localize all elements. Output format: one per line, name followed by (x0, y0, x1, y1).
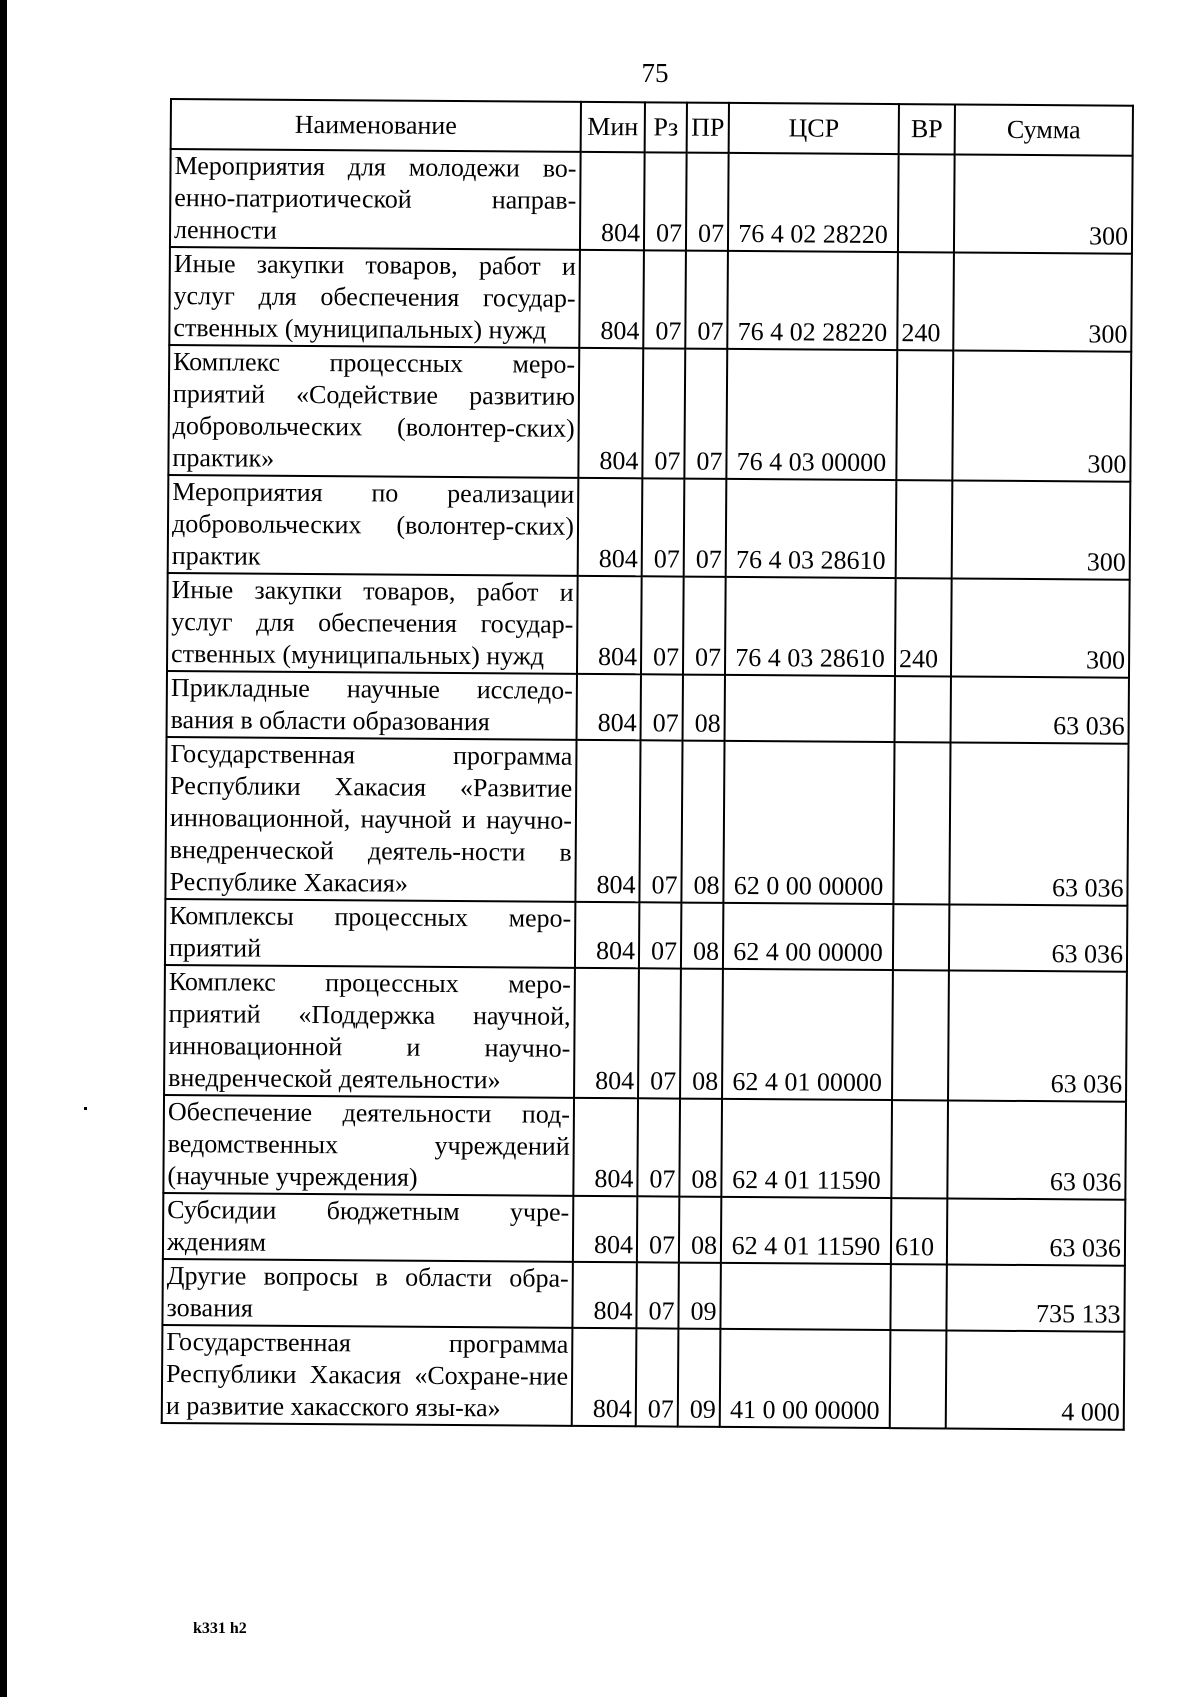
cell-pr: 08 (681, 741, 724, 903)
table-row (163, 1193, 1125, 1266)
cell-sum: 4 000 (946, 1330, 1125, 1429)
cell-vr (896, 350, 953, 480)
cell-name: Иные закупки товаров, работ и услуг для обеспечения государ-ственных (муниципальных) нужд (167, 573, 578, 674)
table-row (170, 149, 1133, 254)
cell-csr: 76 4 02 28220 (728, 153, 899, 252)
cell-sum: 300 (952, 350, 1131, 481)
cell-csr: 62 4 00 00000 (723, 903, 893, 970)
cell-csr (720, 1263, 890, 1330)
cell-name: Государственная программа Республики Хакасия «Развитие инновационной, научной и научно-внедренческой деятель-ности в Республике Хакасия» (165, 737, 576, 902)
table-row (168, 345, 1131, 482)
cell-name: Комплексы процессных меро-приятий (165, 899, 575, 968)
cell-sum: 63 036 (949, 904, 1127, 971)
cell-rz: 07 (639, 902, 681, 968)
cell-rz: 07 (637, 1196, 679, 1262)
cell-name: Комплекс процессных меро-приятий «Поддержка научной, инновационной и научно-внедренческой деятельности» (164, 965, 575, 1098)
cell-pr: 08 (683, 675, 725, 741)
cell-min: 804 (578, 348, 643, 478)
footer-code: k331 h2 (193, 1620, 247, 1637)
cell-sum: 735 133 (946, 1264, 1124, 1331)
cell-sum: 63 036 (949, 742, 1128, 905)
cell-pr: 07 (684, 479, 727, 577)
header-sum: Сумма (955, 104, 1133, 155)
cell-min: 804 (572, 1328, 637, 1426)
table-row (165, 737, 1128, 906)
header-pr: ПР (687, 103, 729, 153)
cell-sum: 63 036 (948, 970, 1127, 1101)
cell-pr: 09 (678, 1329, 721, 1427)
cell-csr: 76 4 02 28220 (727, 251, 898, 350)
header-csr: ЦСР (729, 103, 899, 154)
cell-pr: 08 (679, 1099, 722, 1197)
cell-rz: 07 (643, 250, 686, 348)
cell-csr: 41 0 00 00000 (720, 1329, 891, 1428)
cell-csr: 76 4 03 28610 (725, 577, 896, 676)
cell-sum: 300 (953, 252, 1132, 351)
cell-vr (896, 480, 953, 578)
cell-rz: 07 (642, 348, 685, 478)
cell-vr: 240 (897, 252, 954, 350)
cell-pr: 08 (680, 969, 723, 1099)
cell-vr: 610 (891, 1198, 947, 1264)
cell-sum: 300 (951, 578, 1130, 677)
header-row (171, 99, 1133, 156)
cell-name: Комплекс процессных меро-приятий «Содействие развитию добровольческих (волонтер-ских) практик» (168, 345, 579, 478)
cell-csr: 62 0 00 00000 (723, 741, 894, 904)
cell-pr: 07 (686, 153, 729, 251)
cell-name: Обеспечение деятельности под-ведомственных учреждений (научные учреждения) (163, 1095, 574, 1196)
cell-min: 804 (573, 1098, 638, 1196)
cell-vr: 240 (895, 578, 952, 676)
cell-pr: 07 (685, 251, 728, 349)
cell-min: 804 (572, 1262, 636, 1328)
cell-rz: 07 (638, 968, 681, 1098)
cell-vr (895, 676, 951, 742)
cell-name: Прикладные научные исследо-вания в области образования (167, 671, 577, 740)
cell-rz: 07 (644, 152, 687, 250)
cell-min: 804 (575, 740, 640, 902)
cell-rz: 07 (636, 1328, 679, 1426)
header-min: Мин (581, 102, 645, 152)
page-number: 75 (641, 58, 669, 88)
cell-csr: 62 4 01 11590 (721, 1197, 891, 1264)
cell-vr (893, 904, 949, 970)
table-row (164, 965, 1127, 1102)
cell-csr: 76 4 03 28610 (726, 479, 897, 578)
cell-csr (725, 675, 895, 742)
table-row (169, 247, 1132, 352)
header-name: Наименование (171, 99, 581, 152)
cell-min: 804 (577, 674, 641, 740)
cell-sum: 63 036 (951, 676, 1129, 743)
cell-min: 804 (578, 478, 643, 576)
table-row (167, 671, 1129, 744)
cell-sum: 63 036 (947, 1198, 1125, 1265)
cell-min: 804 (575, 902, 639, 968)
cell-rz: 07 (637, 1098, 680, 1196)
cell-vr (898, 154, 955, 252)
table-row (165, 899, 1127, 972)
cell-min: 804 (580, 152, 645, 250)
header-rz: Рз (645, 102, 687, 152)
cell-name: Иные закупки товаров, работ и услуг для обеспечения государ-ственных (муниципальных) нужд (169, 247, 580, 348)
table-row (162, 1259, 1124, 1332)
cell-pr: 09 (678, 1263, 720, 1329)
cell-name: Субсидии бюджетным учре-ждениям (163, 1193, 573, 1262)
table-row (162, 1325, 1125, 1430)
table-row (163, 1095, 1126, 1200)
budget-table (161, 98, 1134, 1431)
cell-sum: 300 (954, 154, 1133, 253)
cell-rz: 07 (641, 674, 683, 740)
cell-csr: 76 4 03 00000 (726, 349, 897, 480)
cell-rz: 07 (642, 478, 685, 576)
cell-rz: 07 (639, 740, 682, 902)
cell-sum: 300 (952, 480, 1131, 579)
header-vr: ВР (899, 104, 955, 154)
cell-min: 804 (573, 1196, 637, 1262)
cell-csr: 62 4 01 11590 (721, 1099, 892, 1198)
cell-rz: 07 (641, 576, 684, 674)
cell-min: 804 (574, 968, 639, 1098)
cell-name: Мероприятия для молодежи во-енно-патриотической направ-ленности (170, 149, 581, 250)
cell-min: 804 (577, 576, 642, 674)
cell-pr: 07 (683, 577, 726, 675)
cell-vr (891, 1100, 948, 1198)
table-row (167, 573, 1130, 678)
cell-name: Государственная программа Республики Хакасия «Сохране-ние и развитие хакасского язы-ка» (162, 1325, 573, 1426)
cell-min: 804 (579, 250, 644, 348)
cell-vr (893, 742, 950, 904)
cell-sum: 63 036 (947, 1100, 1126, 1199)
cell-pr: 08 (681, 903, 723, 969)
scan-left-border (0, 0, 7, 1697)
cell-vr (892, 970, 949, 1100)
cell-csr: 62 4 01 00000 (722, 969, 893, 1100)
cell-vr (890, 1264, 946, 1330)
cell-name: Другие вопросы в области обра-зования (162, 1259, 572, 1328)
cell-vr (890, 1330, 947, 1428)
cell-name: Мероприятия по реализации добровольческих (волонтер-ских) практик (168, 475, 579, 576)
cell-pr: 07 (684, 349, 727, 479)
cell-pr: 08 (679, 1197, 721, 1263)
cell-rz: 07 (636, 1262, 678, 1328)
table-row (168, 475, 1131, 580)
scan-speck (84, 1107, 87, 1110)
